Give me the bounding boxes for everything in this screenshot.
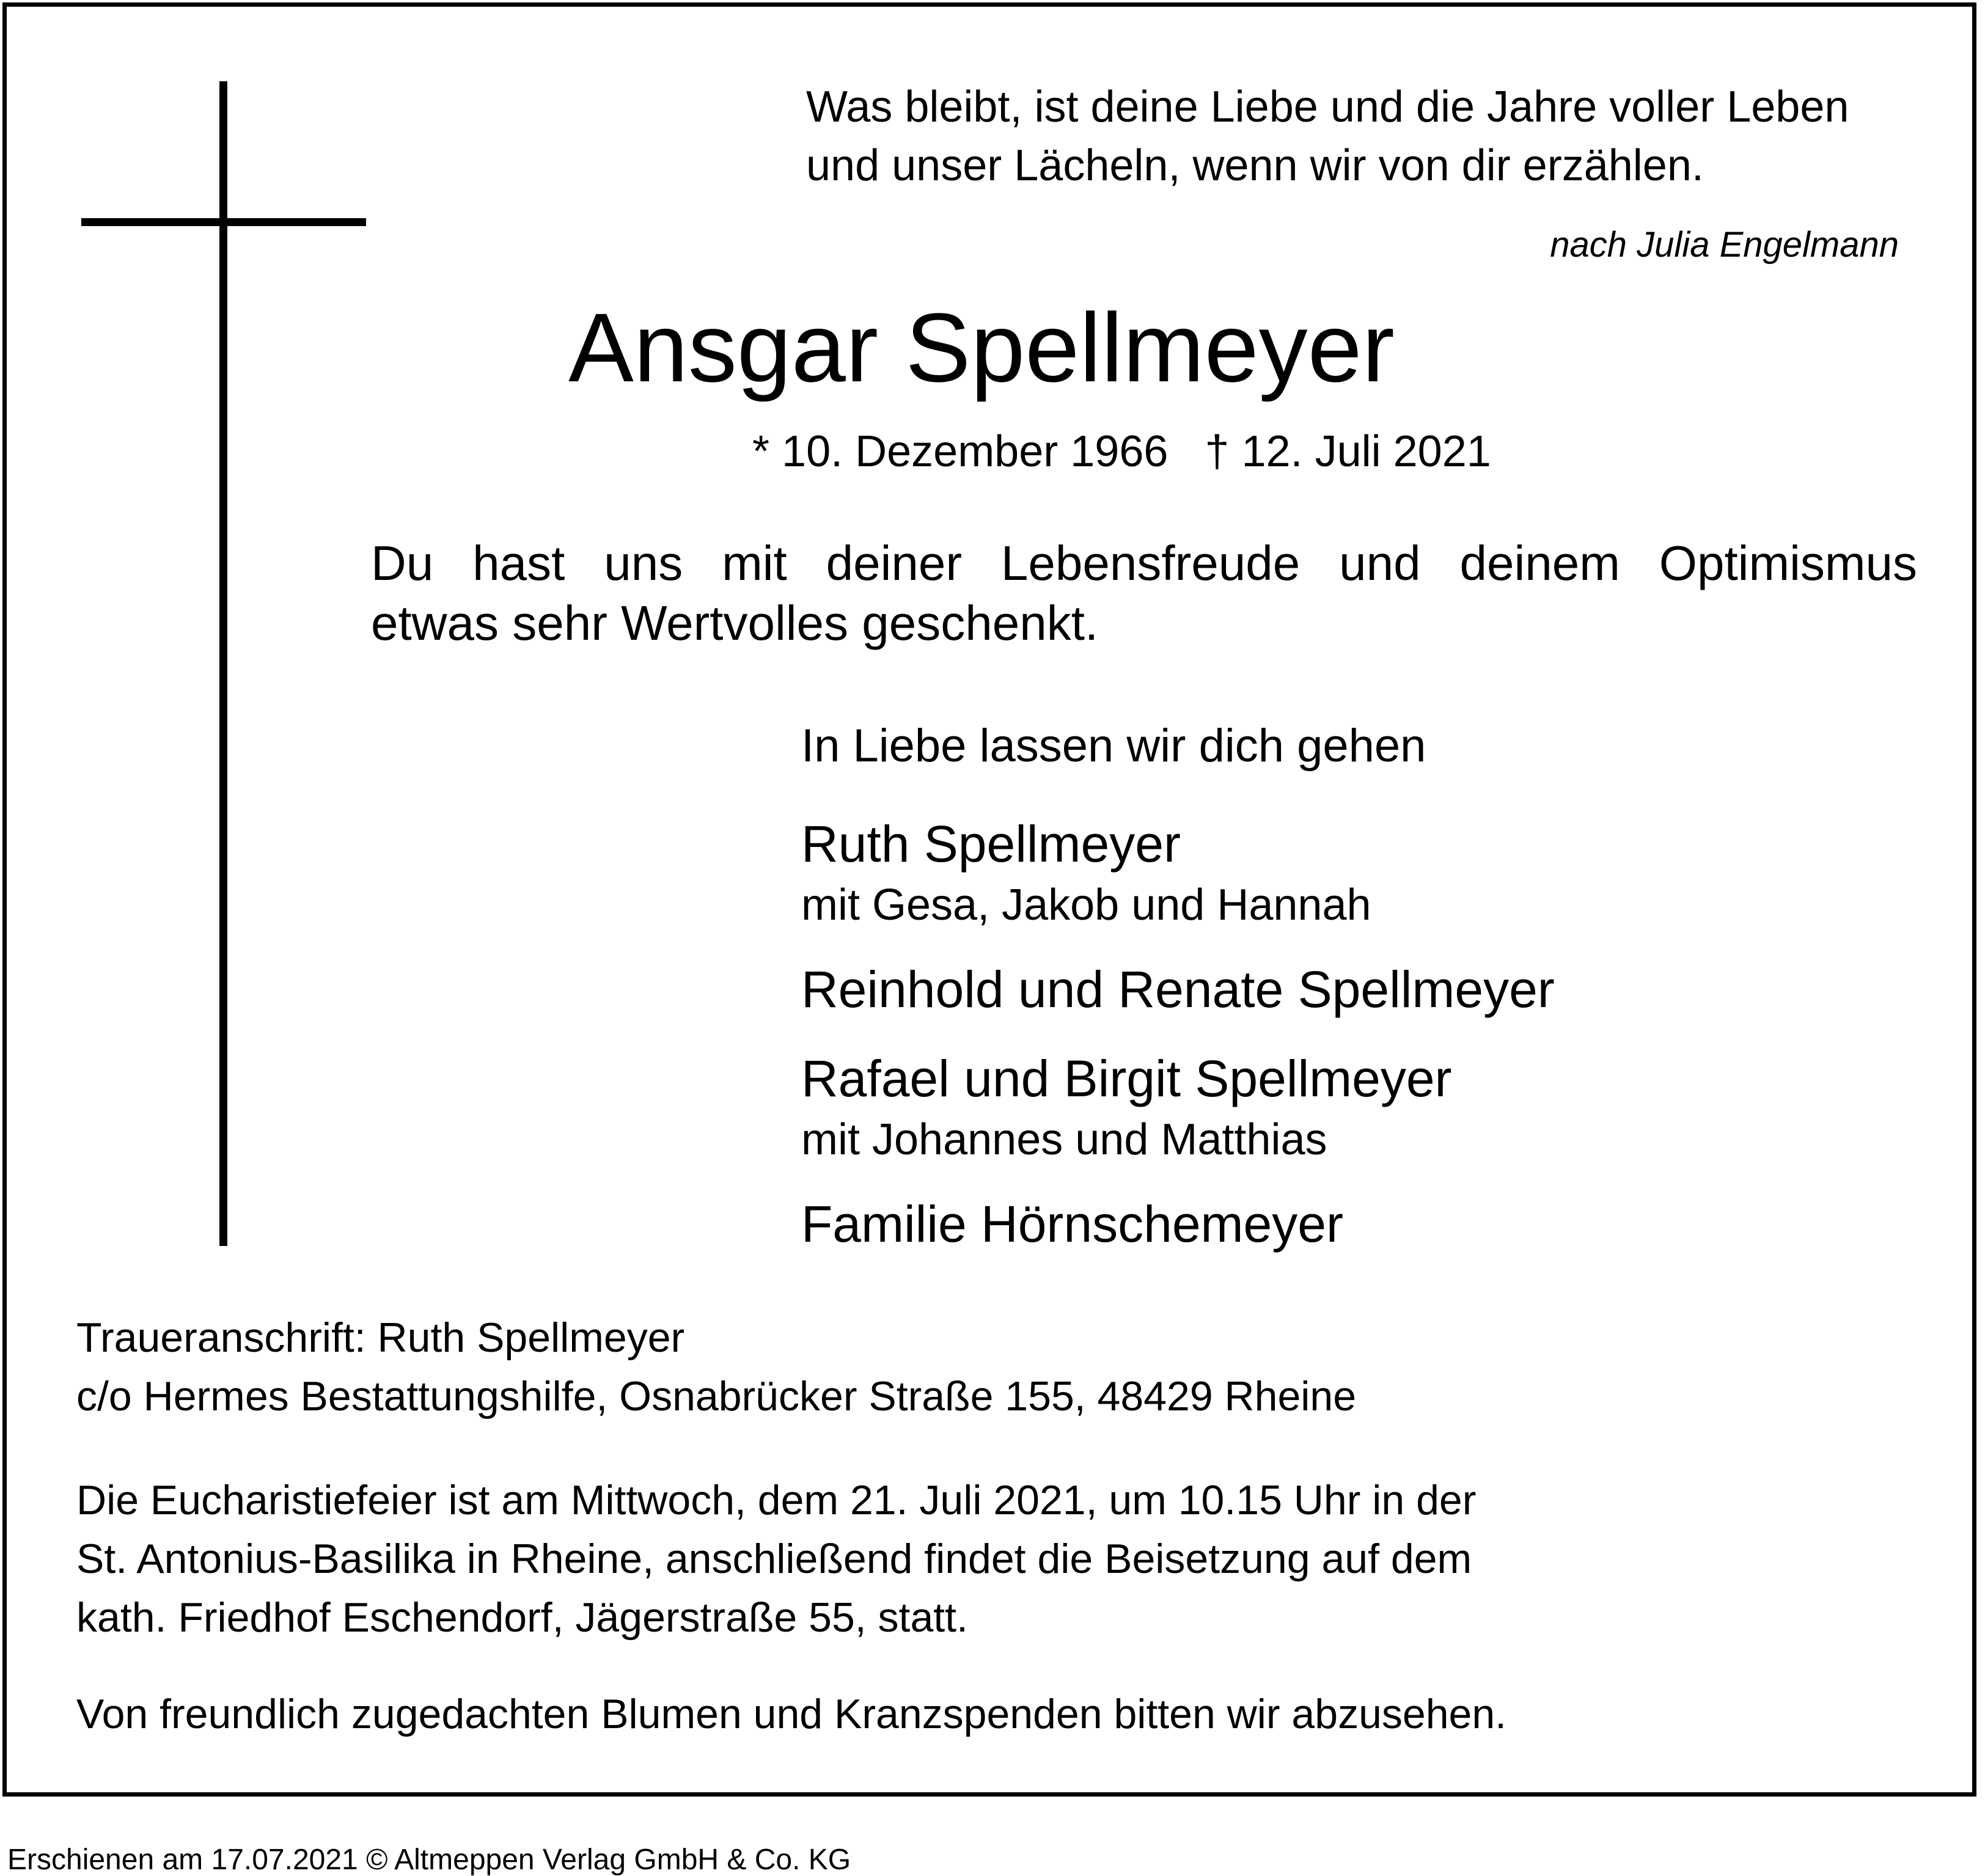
quote-line-1: Was bleibt, ist deine Liebe und die Jahre voller Leben — [806, 82, 1849, 131]
quote-line-2: und unser Lächeln, wenn wir von dir erzählen. — [806, 141, 1704, 190]
address-line-1: Traueranschrift: Ruth Spellmeyer — [76, 1314, 685, 1361]
mourner-name-4: Familie Hörnschemeyer — [801, 1195, 1343, 1253]
flowers-note: Von freundlich zugedachten Blumen und Kranzspenden bitten wir abzusehen. — [76, 1691, 1507, 1737]
mourner-sub-1: mit Gesa, Jakob und Hannah — [801, 881, 1371, 929]
birth-date: * 10. Dezember 1966 — [752, 427, 1169, 476]
quote-author: nach Julia Engelmann — [1550, 225, 1899, 265]
mourner-name-2: Reinhold und Renate Spellmeyer — [801, 961, 1555, 1018]
obituary-frame — [2, 2, 1976, 1797]
tribute-line-2: etwas sehr Wertvolles geschenkt. — [371, 596, 1099, 650]
mourner-sub-3: mit Johannes und Matthias — [801, 1115, 1327, 1164]
tribute-text — [371, 533, 1917, 653]
tribute-line-1: Du hast uns mit deiner Lebensfreude und deinem Optimismus — [371, 536, 1917, 590]
death-date: † 12. Juli 2021 — [1205, 427, 1491, 476]
service-line-1: Die Eucharistiefeier ist am Mittwoch, dem 21. Juli 2021, um 10.15 Uhr in der — [76, 1477, 1477, 1523]
address-line-2: c/o Hermes Bestattungshilfe, Osnabrücker Straße 155, 48429 Rheine — [76, 1373, 1357, 1420]
service-line-2: St. Antonius-Basilika in Rheine, anschließend findet die Beisetzung auf dem — [76, 1536, 1472, 1582]
mourner-name-1: Ruth Spellmeyer — [801, 815, 1181, 873]
cross-icon-vertical-bar — [219, 81, 227, 1246]
cross-icon-horizontal-bar — [81, 218, 366, 226]
publication-footer: Erschienen am 17.07.2021 © Altmeppen Verlag GmbH & Co. KG — [7, 1844, 851, 1876]
mourner-name-3: Rafael und Birgit Spellmeyer — [801, 1050, 1452, 1107]
mourners-intro: In Liebe lassen wir dich gehen — [801, 720, 1426, 772]
service-line-3: kath. Friedhof Eschendorf, Jägerstraße 55, statt. — [76, 1594, 968, 1641]
deceased-name: Ansgar Spellmeyer — [568, 293, 1395, 402]
life-dates — [752, 427, 1491, 476]
